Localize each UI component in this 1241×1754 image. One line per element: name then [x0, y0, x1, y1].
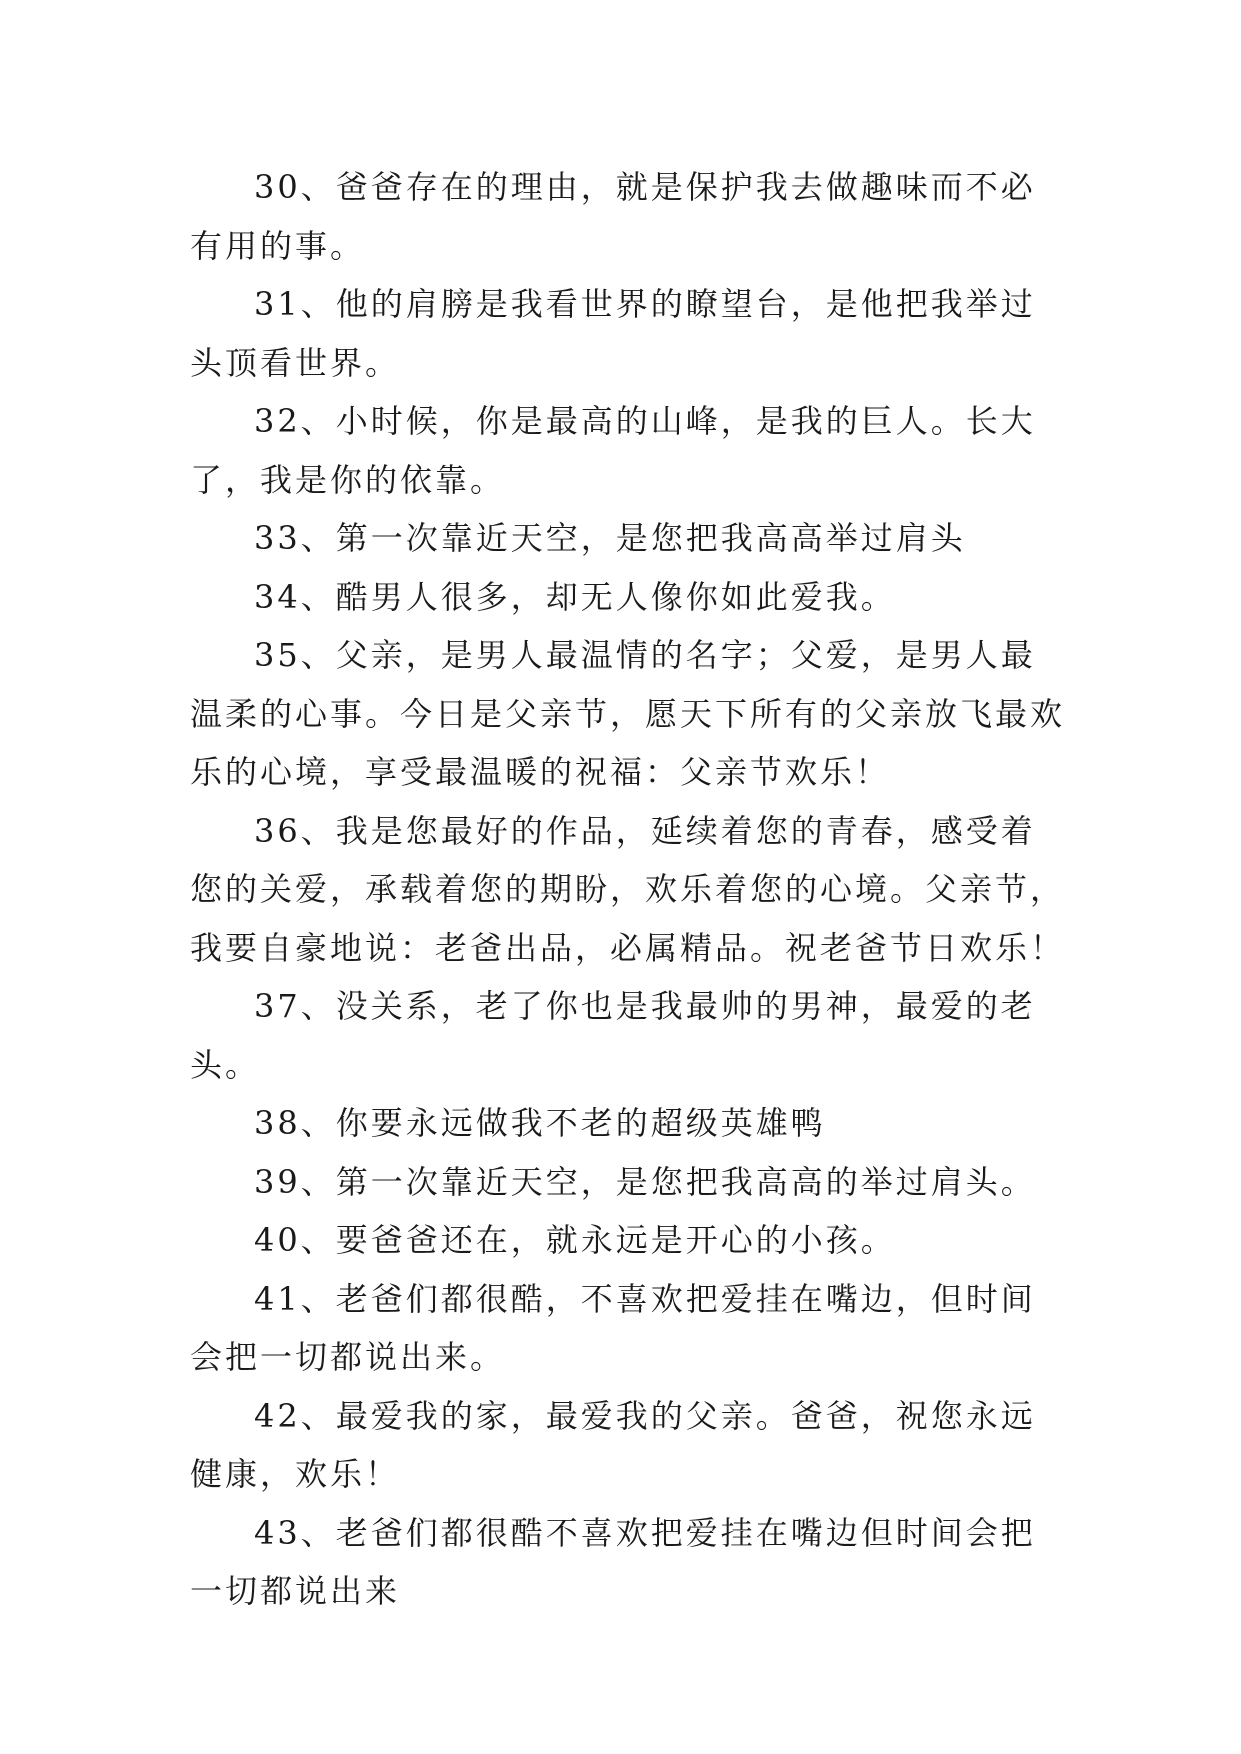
paragraph-38: 38、你要永远做我不老的超级英雄鸭	[254, 1104, 826, 1142]
paragraph-36: 36、我是您最好的作品，延续着您的青春，感受着您的关爱，承载着您的期盼，欢乐着您的心境。父亲节，我要自豪地说：老爸出品，必属精品。祝老爸节日欢乐！	[190, 811, 1066, 967]
paragraph-43: 43、老爸们都很酷不喜欢把爱挂在嘴边但时间会把一切都说出来	[190, 1513, 1036, 1610]
paragraph-34: 34、酷男人很多，却无人像你如此爱我。	[254, 577, 896, 616]
paragraph-31: 31、他的肩膀是我看世界的瞭望台，是他把我举过头顶看世界。	[190, 285, 1036, 382]
document-body	[190, 158, 1070, 1621]
paragraph-41: 41、老爸们都很酷，不喜欢把爱挂在嘴边，但时间会把一切都说出来。	[190, 1279, 1036, 1376]
paragraph-42: 42、最爱我的家，最爱我的父亲。爸爸，祝您永远健康，欢乐！	[190, 1396, 1036, 1493]
paragraph-39: 39、第一次靠近天空，是您把我高高的举过肩头。	[254, 1162, 1036, 1201]
paragraph-40: 40、要爸爸还在，就永远是开心的小孩。	[254, 1221, 896, 1259]
paragraph-33: 33、第一次靠近天空，是您把我高高举过肩头	[254, 519, 966, 557]
paragraph-37: 37、没关系，老了你也是我最帅的男神，最爱的老头。	[190, 987, 1036, 1084]
paragraph-35: 35、父亲，是男人最温情的名字；父爱，是男人最温柔的心事。今日是父亲节，愿天下所有的父亲放飞最欢乐的心境，享受最温暖的祝福：父亲节欢乐！	[190, 636, 1066, 791]
paragraph-32: 32、小时候，你是最高的山峰，是我的巨人。长大了，我是你的依靠。	[190, 402, 1036, 499]
paragraph-30: 30、爸爸存在的理由，就是保护我去做趣味而不必有用的事。	[190, 168, 1036, 265]
